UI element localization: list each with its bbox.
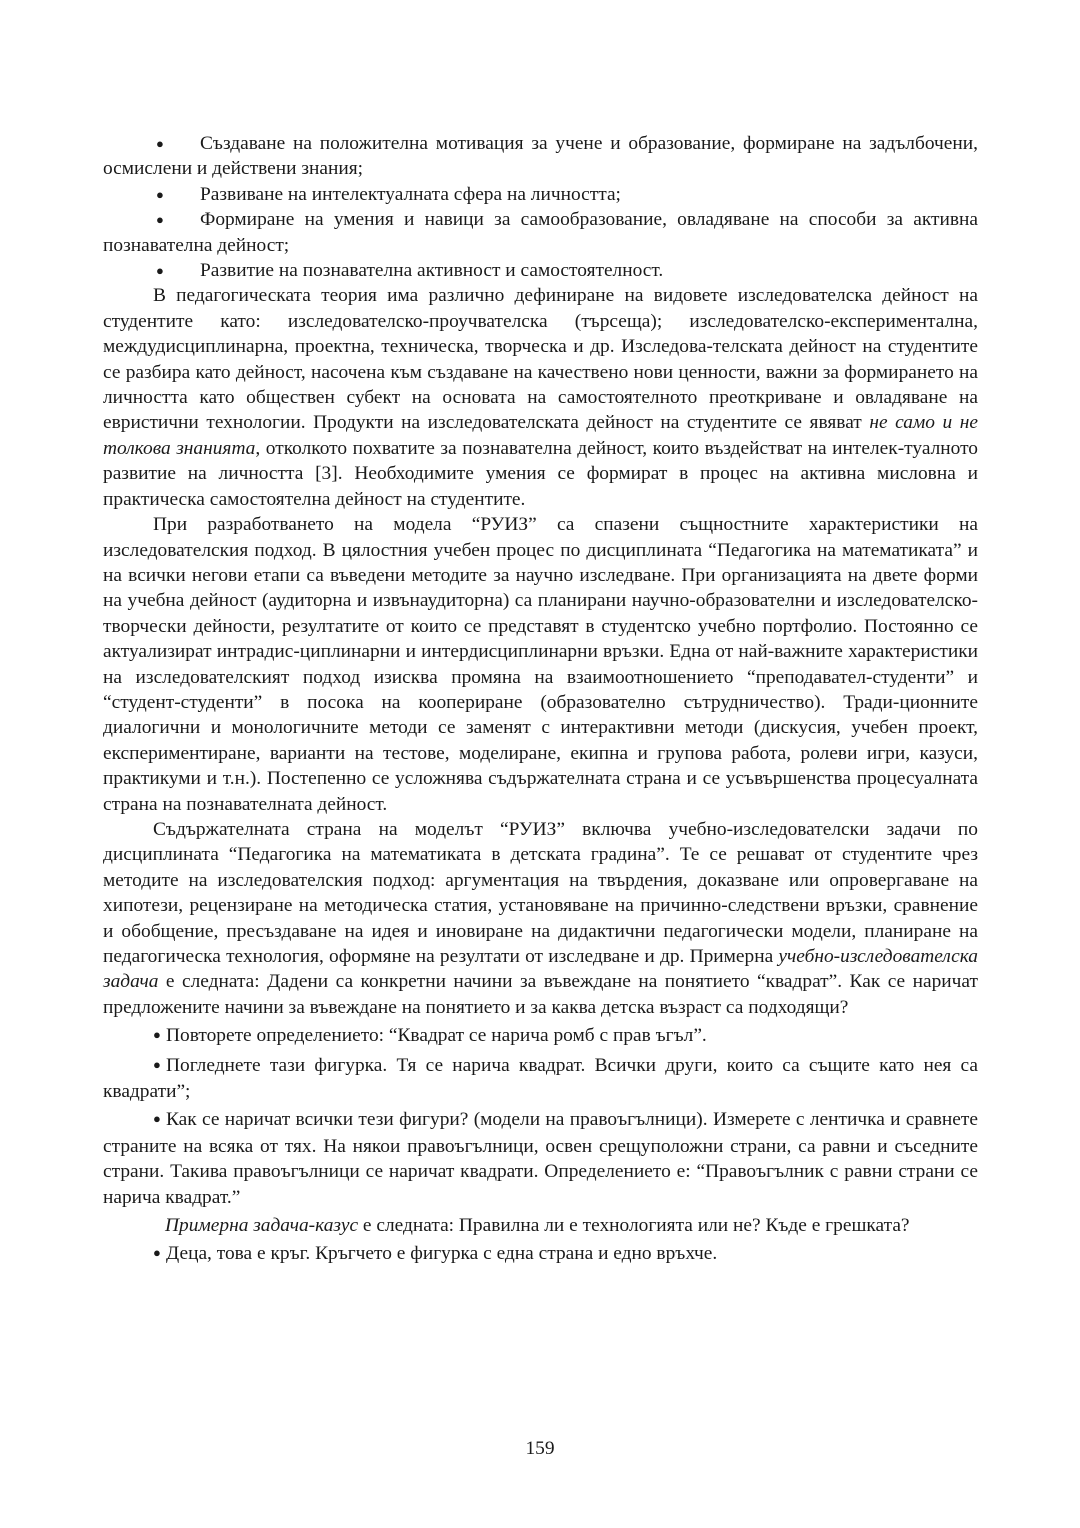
- bullet-icon: ●: [153, 1245, 161, 1261]
- bullet-icon: ●: [156, 263, 164, 279]
- bullet-icon: ●: [153, 1111, 161, 1127]
- bullet-icon: ●: [156, 186, 164, 202]
- paragraph-model-ruiz: При разработването на модела “РУИЗ” са спазени същностните характеристики на изследователския подход. В цялостния учебен процес по дисциплината “Педагогика на математиката” и на всички негови етапи са въведени методите за научно изследване. При организацията на двете форми на учебна дейност (аудиторна и извънаудиторна) са планирани научно-образователни и изследователско-творчески дейности, резултатите от които се представят в студентско учебно портфолио. Постоянно се актуализират интрадис-циплинарни и интердисциплинарни връзки. Една от най-важните характеристики на изследователският подход изисква промяна на взаимоотношението “преподавател-студенти” и “студент-студенти” в посока на коопериране (образователно сътрудничество). Тради-ционните диалогични и монологичните методи се заменят с интерактивни методи (дискусия, учебен проект, експериментиране, варианти на тестове, моделиране, екипна и групова работа, ролеви игри, казуси, практикуми и т.н.). Постепенно се усложнява съдържателната страна и се усъвършенства процесуалната страна на познавателната дейност.: [103, 514, 978, 815]
- paragraph-content-side: Съдържателната страна на моделът “РУИЗ” включва учебно-изследователски задачи по дисциплината “Педагогика на математиката в детската градина”. Те се решават от студентите чрез методите на изследователския подход: аргументация на твърдения, доказване или опровергаване на хипотези, рецензиране на методическа статия, установяване на причинно-следствени връзки, сравнение и обобщение, пресъздаване на идея и иновиране на дидактични педагогически модели, планиране на педагогическа технология, оформяне на резултати от изследване и др. Примерна учебно-изследователска задача е следната: Дадени са конкретни начини за въвеждане на понятието “квадрат”. Как се наричат предложените начини за въвеждане на понятието и за каква детска възраст са подходящи?: [103, 818, 978, 1018]
- list-item: ● Развиване на интелектуалната сфера на личността;: [103, 182, 978, 207]
- list-item: ● Създаване на положителна мотивация за учене и образование, формиране на задълбочени, осмислени и действени знания;: [103, 133, 978, 180]
- paragraph-research-types: В педагогическата теория има различно дефиниране на видовете изследователска дейност на студентите като: изследователско-проучвателска (търсеща); изследователско-експериментална, междудисциплинарна, проектна, техническа, творческа и др. Изследова-телската дейност на студентите се разбира като дейност, насочена към създаване на качествено нови ценности, важни за формирането на личността като обществен субект на основата на самостоятелното преоткриване и овладяване на евристични технологии. Продукти на изследователската дейност на студентите се явяват не само и не толкова знанията, отколкото похватите за познавателна дейност, които въздействат на интелек-туалното развитие на личността [3]. Необходимите умения се формират в процес на активна мисловна и практическа самостоятелна дейност на студентите.: [103, 285, 978, 510]
- paragraph-case-task: Примерна задача-казус е следната: Правилна ли е технологията или не? Къде е грешката?: [165, 1215, 910, 1237]
- bullet-icon: ●: [153, 1027, 161, 1043]
- page-body: [103, 131, 978, 1268]
- list-item: ● Как се наричат всички тези фигури? (модели на правоъгълници). Измерете с лентичка и сравнете страните на всяка от тях. На някои правоъгълници, освен срещуположни страни, са равни и съседните страни. Такива правоъгълници се наричат квадрати. Определението е: “Правоъгълник с равни страни се нарича квадрат.”: [103, 1107, 978, 1210]
- bullet-icon: ●: [156, 136, 164, 151]
- bullet-icon: ●: [156, 212, 164, 228]
- list-item: ● Развитие на познавателна активност и самостоятелност.: [103, 258, 978, 283]
- list-item: ● Повторете определението: “Квадрат се нарича ромб с прав ъгъл”.: [103, 1023, 978, 1049]
- list-item: ● Формиране на умения и навици за самообразование, овладяване на способи за активна познавателна дейност;: [103, 209, 978, 256]
- list-item: ● Погледнете тази фигурка. Тя се нарича квадрат. Всички други, които са същите като нея са квадрати”;: [103, 1053, 978, 1105]
- list-item: ● Деца, това е кръг. Кръгчето е фигурка с една страна и едно връхче.: [103, 1241, 978, 1267]
- bullet-icon: ●: [153, 1056, 161, 1072]
- page-number: 159: [525, 1438, 555, 1459]
